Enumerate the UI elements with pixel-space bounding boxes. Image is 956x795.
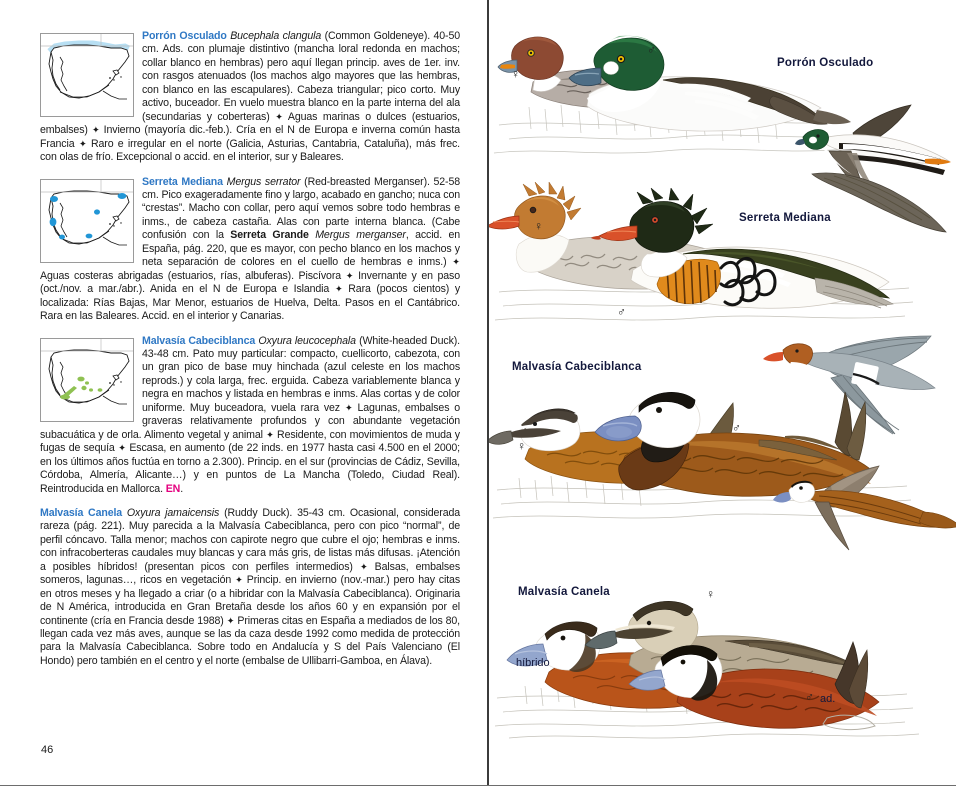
text-run: Balsas, embalses someros, lagunas…, ricos en vegetación — [40, 560, 460, 587]
text-run: Princip. en invierno (nov.-mar.) pero hay citas en otros meses y ha llegado a criar (o a hibridar con la Malvasía Cabeciblanca). Originaria de N América, introducida en Gran Bretaña desde los años 60 y en expansión por el continente (cría en Francia desde 1988) — [40, 574, 460, 627]
species-description — [40, 507, 460, 667]
status-badge: EN — [165, 482, 181, 495]
plate-label-serreta-mediana: Serreta Mediana — [739, 212, 831, 224]
text-run: Aguas costeras abrigadas (estuarios, rías, albuferas). Piscívora — [40, 269, 346, 282]
bullet-diamond-icon: ✦ — [452, 257, 460, 269]
plate-label-porron-osculado: Porrón Osculado — [777, 57, 874, 69]
female-symbol-whiteheaded: ♀ — [517, 439, 526, 453]
distribution-map-serreta-mediana — [40, 179, 134, 263]
species-scientific-name: Oxyura jamaicensis — [126, 506, 220, 519]
male-symbol-merganser: ♂ — [617, 305, 626, 319]
text-run: 40-50 cm. Ads. con plumaje distintivo (mancha loral redonda en machos; collar blanco en hembras) pero aquí llegan princip. aves de 1er. inv. con rasgos atenuados (los machos algo mayores que las hembras, con blanco en las escapulares). Cabeza triangular; pico corto. Muy activo, buceador. En vuelo muestra blanco en la parte interna del ala (secundarias y coberteras) — [142, 30, 460, 123]
bold-run: Serreta Grande — [230, 229, 316, 242]
bullet-diamond-icon: ✦ — [275, 111, 283, 123]
text-run: , accid. en España, pág. 220, que es mayor, con pecho blanco en los machos y neta separación de colores en el cuello de hembras e inms.) — [142, 229, 460, 269]
text-run: Residente, con movimientos de muda y fugas de sequía — [40, 428, 460, 455]
text-run: Invernante y en paso (oct./nov. a mar./abr.). Anida en el N de Europa e Islandia — [40, 269, 460, 296]
right-illustration-page — [489, 0, 956, 786]
distribution-map-malvasia-cabeciblanca — [40, 338, 134, 422]
whiteheaded-duck-flight-illustration — [785, 450, 956, 570]
plate-label-malvasia-cabeciblanca: Malvasía Cabeciblanca — [512, 361, 642, 373]
page-number: 46 — [41, 744, 54, 756]
plate-label-hibrido: híbrido — [516, 657, 550, 669]
page-bottom-border — [0, 785, 956, 795]
species-scientific-name: Oxyura leucocephala — [258, 334, 356, 347]
male-symbol-whiteheaded: ♂ — [732, 421, 741, 435]
species-scientific-name: Mergus serrator — [226, 175, 301, 188]
text-run: 52-58 cm. Pico exageradamente fino y largo, acabado en gancho; nuca con “crestas”. Macho con collar, pero aquí vemos sobre todo hembras e inms., de cabeza castaña. Alas con parte interna blanca. (Cabe confusión con la — [142, 175, 461, 242]
text-run: 35-43 cm. Ocasional, considerada rareza (pág. 221). Muy parecida a la Malvasía Cabeciblanca, pero con pico “normal”, de perfil cóncavo. Talla menor; machos con capirote negro que cubre el ojo; hembras e inms. con infracoberteras caudales muy blancas y cara más gris, de listas más difusas. ¡Atención a posibles híbridos! (presentan picos con perfiles intermedios) — [40, 506, 461, 573]
text-run: Lagunas, embalses o graveras relativamente profundos y con abundante vegetación subacuática y de orla. Alimento vegetal y animal — [40, 401, 460, 441]
text-run: Escasa, en aumento (de 22 inds. en 1977 hasta casi 4.500 en el 2000; en los últimos años fuctúa en torno a 2.300). Princip. en el sur (provincias de Cádiz, Sevilla, Córdoba, Almería, Alicante…) y en puntos de La Mancha (Toledo, Ciudad Real). Reintroducida en Mallorca. — [40, 442, 460, 495]
bullet-diamond-icon: ✦ — [345, 270, 354, 282]
species-entry-malvasia-cabeciblanca — [40, 335, 460, 496]
plate-label-malvasia-canela: Malvasía Canela — [518, 586, 610, 598]
text-run: Primeras citas en España a mediados de los 80, llegan cada vez más aves, aunque se las da caza desde 1992 como medida de protección para la Malvasía Cabeciblanca. Sobre todo en Andalucía y S del País Valenciano (El Hondo) pero también en el centro y el norte (embalse de Ullibarri-Gamboa, en Álava). — [40, 614, 460, 667]
female-symbol-goldeneye: ♀ — [511, 67, 520, 81]
male-symbol-goldeneye: ♂ — [647, 43, 656, 57]
ruddy-duck-male-adult-illustration — [649, 634, 899, 764]
text-run: Raro e irregular en el norte (Galicia, Asturias, Cantabria, Cataluña), más frec. con olas de frío. Excepcional o accid. en el interior, sur y Baleares. — [40, 137, 460, 164]
text-run: . — [180, 482, 184, 495]
bullet-diamond-icon: ✦ — [91, 125, 100, 137]
species-english-name: (White-headed Duck). — [359, 334, 461, 347]
species-english-name: (Red-breasted Merganser). — [304, 175, 430, 188]
species-text-malvasia-canela — [40, 507, 460, 668]
bullet-diamond-icon: ✦ — [235, 575, 243, 587]
italic-scientific-run: Mergus merganser — [315, 229, 406, 242]
species-entry-porron-osculado — [40, 30, 460, 165]
species-scientific-name: Bucephala clangula — [230, 30, 322, 42]
bullet-diamond-icon: ✦ — [78, 138, 87, 150]
merganser-flight-partial-illustration — [794, 168, 954, 248]
species-english-name: (Common Goldeneye). — [324, 30, 431, 42]
bullet-diamond-icon: ✦ — [226, 615, 235, 627]
female-symbol-merganser: ♀ — [534, 219, 543, 233]
text-run: 43-48 cm. Pato muy particular: compacto, cuellicorto, cabezota, con un gran pico de base muy hinchada (azul celeste en los machos reprods.) y cola larga, frec. erguida. Cabeza variablemente blanca y negra en machos y listada en hembras e inms. Alas cortas y de color uniforme. Muy buceadora, vuela rara vez — [142, 347, 460, 414]
bullet-diamond-icon: ✦ — [344, 402, 353, 414]
bullet-diamond-icon: ✦ — [266, 429, 274, 441]
species-english-name: (Ruddy Duck). — [224, 506, 293, 519]
female-symbol-ruddy: ♀ — [706, 587, 715, 601]
species-common-name: Malvasía Canela — [40, 506, 123, 519]
bullet-diamond-icon: ✦ — [334, 284, 343, 296]
species-common-name: Serreta Mediana — [142, 175, 223, 188]
male-symbol-ruddy-adult: ♂ — [805, 690, 814, 704]
species-entry-malvasia-canela — [40, 507, 460, 668]
species-common-name: Porrón Osculado — [142, 30, 227, 42]
bullet-diamond-icon: ✦ — [118, 443, 126, 455]
bullet-diamond-icon: ✦ — [359, 561, 368, 573]
text-run: Rara (pocos cientos) y localizada: Rías Bajas, Mar Menor, estuarios de Huelva, Delta. Pasos en el Cantábrico. Rara en las Baleares. Accid. en el interior y Canarias. — [40, 283, 460, 323]
distribution-map-porron-osculado — [40, 33, 134, 117]
species-accounts-column — [40, 30, 460, 679]
plate-label-macho-adulto: ad. — [820, 693, 836, 705]
species-entry-serreta-mediana — [40, 176, 460, 324]
species-common-name: Malvasía Cabeciblanca — [142, 334, 256, 347]
text-run: Invierno (mayoría dic.-feb.). Cría en el N de Europa e inverna común hasta Francia — [40, 124, 460, 150]
text-run: Aguas marinas o dulces (estuarios, embalses) — [40, 110, 460, 137]
